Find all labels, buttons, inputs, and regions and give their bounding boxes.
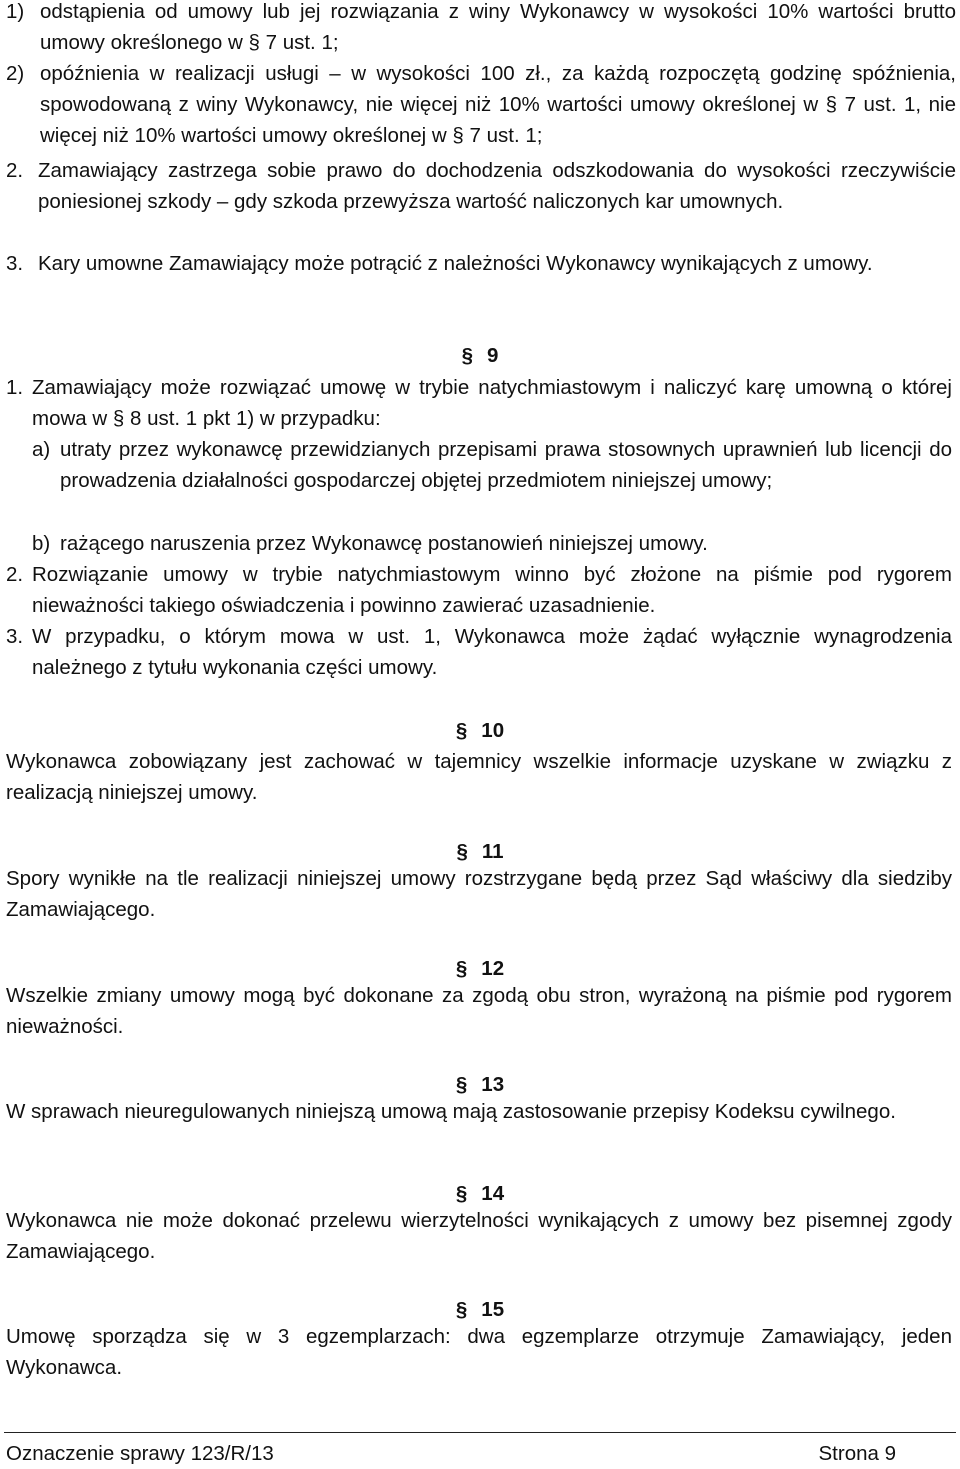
- section-text: Wykonawca zobowiązany jest zachować w tajemnicy wszelkie informacje uzyskane w związku z realizacją niniejszej umowy.: [6, 750, 952, 804]
- section-number: 15: [481, 1298, 505, 1321]
- footer-page-number: Strona 9: [818, 1442, 896, 1465]
- paragraph-1: [6, 372, 952, 434]
- paragraph-3: [6, 248, 956, 279]
- list-item-1: [6, 0, 956, 58]
- section-text: W sprawach nieuregulowanych niniejszą umową mają zastosowanie przepisy Kodeksu cywilnego.: [6, 1100, 896, 1123]
- paragraph-text: Zamawiający może rozwiązać umowę w trybie natychmiastowym i naliczyć karę umowną o której mowa w § 8 ust. 1 pkt 1) w przypadku:: [32, 376, 952, 430]
- paragraph-3: [6, 621, 952, 683]
- section-number: 12: [481, 957, 505, 980]
- sub-item-letter: b): [32, 532, 51, 555]
- list-item-text: odstąpienia od umowy lub jej rozwiązania z winy Wykonawcy w wysokości 10% wartości brutto umowy określonego w § 7 ust. 1;: [40, 0, 956, 54]
- section-number: 11: [481, 840, 504, 863]
- paragraph-number: 3.: [6, 625, 24, 648]
- section-symbol: §: [455, 1073, 468, 1096]
- sub-item-b: [32, 528, 952, 559]
- paragraph-number: 2.: [6, 563, 24, 586]
- section-number: 14: [481, 1182, 505, 1205]
- section-number: 9: [487, 344, 499, 367]
- section-text: Wszelkie zmiany umowy mogą być dokonane za zgodą obu stron, wyrażoną na piśmie pod rygorem nieważności.: [6, 984, 952, 1038]
- section-text: Spory wynikłe na tle realizacji niniejszej umowy rozstrzygane będą przez Sąd właściwy dla siedziby Zamawiającego.: [6, 867, 952, 921]
- list-item-number: 2): [6, 62, 25, 85]
- section-symbol: §: [456, 840, 468, 863]
- section-symbol: §: [455, 1298, 468, 1321]
- list-item-text: opóźnienia w realizacji usługi – w wysokości 100 zł., za każdą rozpoczętą godzinę spóźnienia, spowodowaną z winy Wykonawcy, nie więcej niż 10% wartości umowy określonej w § 7 ust. 1, nie więcej niż 10% wartości umowy określonej w § 7 ust. 1;: [40, 62, 956, 147]
- sub-item-text: utraty przez wykonawcę przewidzianych przepisami prawa stosownych uprawnień lub licencji do prowadzenia działalności gospodarczej objętej przedmiotem niniejszej umowy;: [60, 438, 952, 492]
- list-item-2: [6, 58, 956, 151]
- section-symbol: §: [455, 719, 468, 742]
- section-text: Wykonawca nie może dokonać przelewu wierzytelności wynikających z umowy bez pisemnej zgody Zamawiającego.: [6, 1209, 952, 1263]
- paragraph-2: [6, 155, 956, 217]
- sub-item-text: rażącego naruszenia przez Wykonawcę postanowień niniejszej umowy.: [60, 532, 708, 555]
- paragraph-text: Zamawiający zastrzega sobie prawo do dochodzenia odszkodowania do wysokości rzeczywiście poniesionej szkody – gdy szkoda przewyższa wartość naliczonych kar umownych.: [38, 159, 956, 213]
- paragraph-text: Kary umowne Zamawiający może potrącić z należności Wykonawcy wynikających z umowy.: [38, 252, 873, 275]
- paragraph-number: 2.: [6, 159, 24, 182]
- sub-item-a: [32, 434, 952, 496]
- footer-divider: [4, 1432, 956, 1433]
- section-number: 13: [481, 1073, 505, 1096]
- list-item-number: 1): [6, 0, 25, 23]
- paragraph-number: 1.: [6, 376, 24, 399]
- section-heading-9: [0, 340, 960, 371]
- paragraph-text: W przypadku, o którym mowa w ust. 1, Wykonawca może żądać wyłącznie wynagrodzenia należnego z tytułu wykonania części umowy.: [32, 625, 952, 679]
- section-symbol: §: [455, 1182, 468, 1205]
- section-number: 10: [481, 719, 505, 742]
- section-symbol: §: [455, 957, 468, 980]
- section-heading-10: [0, 715, 960, 746]
- paragraph-2: [6, 559, 952, 621]
- paragraph-number: 3.: [6, 252, 24, 275]
- footer-case-number: Oznaczenie sprawy 123/R/13: [6, 1442, 274, 1465]
- paragraph-text: Rozwiązanie umowy w trybie natychmiastowym winno być złożone na piśmie pod rygorem nieważności takiego oświadczenia i powinno zawierać uzasadnienie.: [32, 563, 952, 617]
- section-symbol: §: [461, 344, 473, 367]
- sub-item-letter: a): [32, 438, 51, 461]
- section-text: Umowę sporządza się w 3 egzemplarzach: dwa egzemplarze otrzymuje Zamawiający, jeden Wykonawca.: [6, 1325, 952, 1379]
